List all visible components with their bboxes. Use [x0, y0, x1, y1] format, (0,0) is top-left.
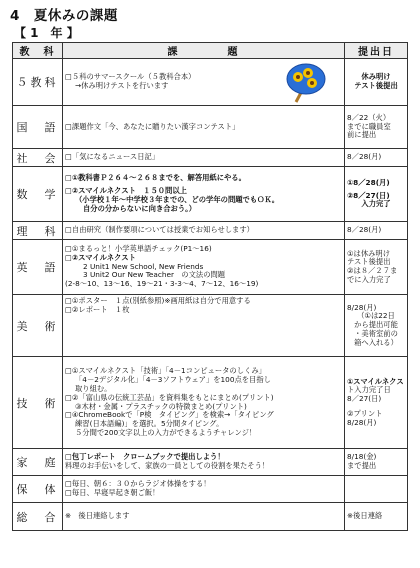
table-row — [13, 59, 408, 106]
task-cell: □５科のサマースクール（５教科合本） →休み明けテストを行います — [63, 59, 345, 106]
homework-table — [12, 42, 408, 531]
subject-cell: 美 術 — [13, 295, 63, 357]
table-row — [13, 240, 408, 295]
page-title: 4 夏休みの課題 — [10, 8, 118, 24]
table-row — [13, 167, 408, 222]
subject-cell: 家 庭 — [13, 449, 63, 476]
header-due: 提出日 — [345, 43, 408, 59]
subject-cell: 国 語 — [13, 106, 63, 149]
task-cell: ※ 後日連絡します — [63, 503, 345, 531]
subject-cell: 総 合 — [13, 503, 63, 531]
due-cell: 8／28(月) — [345, 149, 408, 167]
table-row — [13, 295, 408, 357]
due-cell — [345, 476, 408, 503]
table-row — [13, 503, 408, 531]
task-cell: □①まるっと！小学英単語チェック(P1～16) □②スマイルネクスト 2 Unit1 New School, New Friends 3 Unit2 Our New Teacher の文法の問題 (2-8～10、13～16、19～21・3-3～4、7～12、16～19) — [63, 240, 345, 295]
header-row — [13, 43, 408, 59]
task-cell: □毎日、朝６：３０からラジオ体操をする！ □毎日、早寝早起き朝ご飯！ — [63, 476, 345, 503]
subject-cell: 技 術 — [13, 357, 63, 449]
header-subject: 教 科 — [13, 43, 63, 59]
task-cell: □自由研究（制作要項については授業でお知らせします） — [63, 222, 345, 240]
header-task: 課 題 — [63, 43, 345, 59]
table-row — [13, 222, 408, 240]
due-cell: 8/18(金) まで提出 — [345, 449, 408, 476]
task-cell: □①教科書Ｐ２６４～２６８までを、解答用紙にやる。 □②スマイルネクスト １５０問以上 （小学校１年～中学校３年までの、どの学年の問題でもＯＫ。 自分の分からないに向き合おう。） — [63, 167, 345, 222]
grade-label: 【 1 年 】 — [14, 26, 79, 40]
due-cell: 8/28(月) （①は22日 から提出可能 ・美術室前の 箱へ入れる） — [345, 295, 408, 357]
due-cell: ※後日連絡 — [345, 503, 408, 531]
due-cell: ①8／28(月) ②8／27(日) 入力完了 — [345, 167, 408, 222]
uchiwa-fan-icon — [282, 63, 326, 103]
task-cell: □包丁レポート クロームブックで提出しよう！ 料理のお手伝いをして、家族の一員としての役割を果たそう！ — [63, 449, 345, 476]
task-cell: □課題作文「今、あなたに贈りたい漢字コンテスト」 — [63, 106, 345, 149]
due-cell: 8／22（火） までに職員室 前に提出 — [345, 106, 408, 149]
subject-cell: 数 学 — [13, 167, 63, 222]
due-cell: ①スマイルネクス ト入力完了日 8／27(日) ②プリント 8/28(月) — [345, 357, 408, 449]
subject-cell: 社 会 — [13, 149, 63, 167]
task-cell: □①スマイルネクスト「技術」「4－1コンピュータのしくみ」 「4－2デジタル化」「4－3ソフトウェア」を100点を目指し 取り組む。 □②「富山県の伝統工芸品」を資料集をもとにまとめ(プリント) ③木材・金属・プラスチックの特徴まとめ(プリント) □④ChromeBookで「P検 タイピング」を検索→「タイピング 練習(日本語編)」を選択。5分間タイピング。 ５分間で200文字以上の入力ができるようチャレンジ！ — [63, 357, 345, 449]
task-cell: □「気になるニュース日記」 — [63, 149, 345, 167]
due-cell: 8／28(月) — [345, 222, 408, 240]
subject-cell: 理 科 — [13, 222, 63, 240]
due-cell: 休み明け テスト後提出 — [345, 59, 408, 106]
table-row — [13, 149, 408, 167]
subject-cell: 英 語 — [13, 240, 63, 295]
subject-cell: 保 体 — [13, 476, 63, 503]
due-cell: ①は休み明け テスト後提出 ②は８／２７ま でに入力完了 — [345, 240, 408, 295]
table-row — [13, 106, 408, 149]
task-cell: □①ポスター １点(別紙参照)※画用紙は自分で用意する □②レポート １枚 — [63, 295, 345, 357]
table-row — [13, 449, 408, 476]
table-row — [13, 476, 408, 503]
subject-cell: ５教科 — [13, 59, 63, 106]
table-row — [13, 357, 408, 449]
